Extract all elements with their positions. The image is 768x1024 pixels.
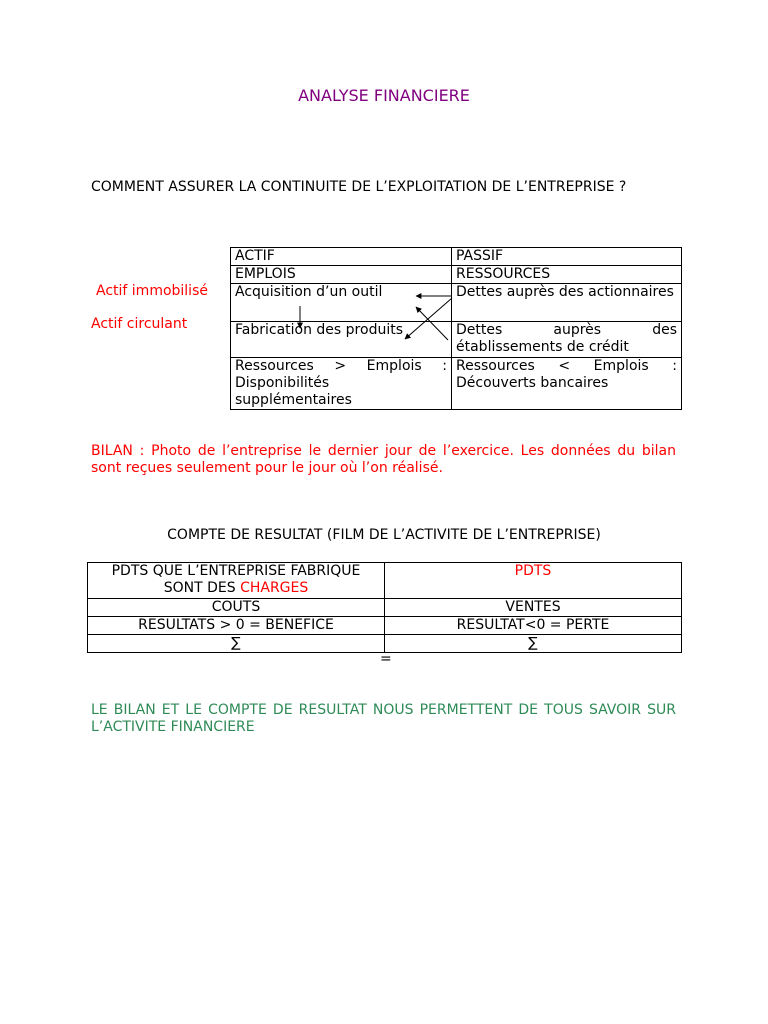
cell-pdts-charges [88,563,385,599]
header-ressources: RESSOURCES [452,266,682,284]
header-passif: PASSIF [452,248,682,266]
equals-sign: = [380,651,392,667]
table-row [231,248,682,266]
header-emplois: EMPLOIS [231,266,452,284]
cell-ressources-inf-emplois: Ressources < Emplois : Découverts bancaires [452,358,682,410]
table-row [231,358,682,410]
compte-resultat-title: COMPTE DE RESULTAT (FILM DE L’ACTIVITE DE L’ENTREPRISE) [167,527,601,543]
question-text: COMMENT ASSURER LA CONTINUITE DE L’EXPLOITATION DE L’ENTREPRISE ? [91,179,627,195]
page-title: ANALYSE FINANCIERE [298,86,470,105]
compte-resultat-table [87,562,682,653]
table-row [88,617,682,635]
cell-pdts: PDTS [385,563,682,599]
conclusion-text: LE BILAN ET LE COMPTE DE RESULTAT NOUS PERMETTENT DE TOUS SAVOIR SUR L’ACTIVITE FINANCIERE [91,702,676,735]
label-actif-immobilise: Actif immobilisé [96,283,208,299]
cell-pdts-line1: PDTS QUE L’ENTREPRISE FABRIQUE [111,563,361,579]
table-row [231,322,682,358]
cell-acquisition: Acquisition d’un outil [231,284,452,322]
charges-word: CHARGES [240,580,309,596]
cell-pdts-line2: SONT DES [163,580,241,596]
label-actif-circulant: Actif circulant [91,316,188,332]
cell-ressources-sup-emplois: Ressources > Emplois : Disponibilités supplémentaires [231,358,452,410]
table-row [231,266,682,284]
cell-perte: RESULTAT<0 = PERTE [385,617,682,635]
cell-sum-left: ∑ [88,635,385,653]
cell-sum-right: ∑ [385,635,682,653]
table-row [88,563,682,599]
header-actif: ACTIF [231,248,452,266]
cell-dettes-credit: Dettes auprès des établissements de crédit [452,322,682,358]
table-row [88,599,682,617]
cell-ventes: VENTES [385,599,682,617]
cell-dettes-actionnaires: Dettes auprès des actionnaires [452,284,682,322]
cell-fabrication: Fabrication des produits [231,322,452,358]
table-row [231,284,682,322]
bilan-table [230,247,682,410]
bilan-note: BILAN : Photo de l’entreprise le dernier jour de l’exercice. Les données du bilan sont reçues seulement pour le jour où l’on réalisé. [91,443,676,476]
cell-couts: COUTS [88,599,385,617]
table-row [88,635,682,653]
cell-benefice: RESULTATS > 0 = BENEFICE [88,617,385,635]
